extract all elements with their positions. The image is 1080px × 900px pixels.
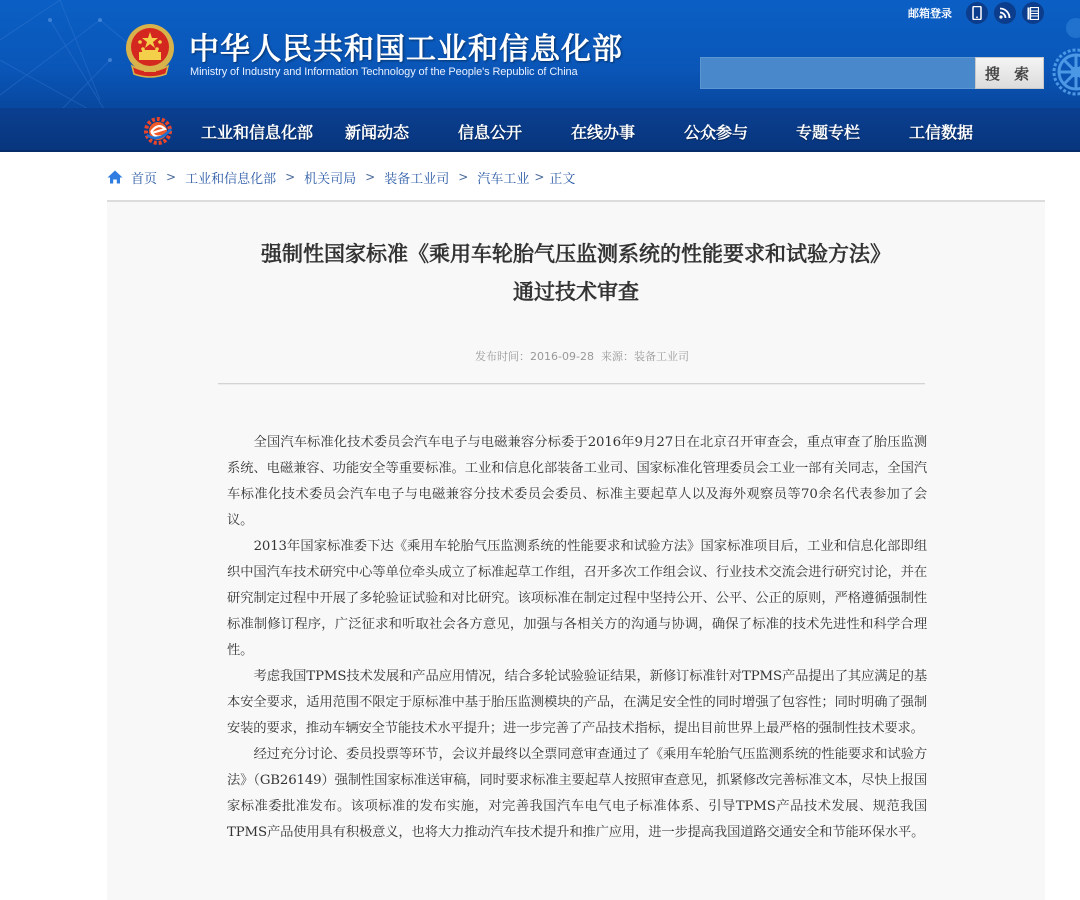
- breadcrumb-separator: >: [534, 170, 545, 184]
- site-title-cn[interactable]: 中华人民共和国工业和信息化部: [189, 32, 623, 67]
- nav-item-public-participation[interactable]: 公众参与: [684, 123, 749, 142]
- mail-login-link[interactable]: 邮箱登录: [908, 7, 952, 20]
- article-paragraph: 经过充分讨论、委员投票等环节，会议并最终以全票同意审查通过了《乘用车轮胎气压监测系统的性能要求和试验方法》（GB26149）强制性国家标准送审稿，同时要求标准主要起草人按照审查意见，抓紧修改完善标准文本，尽快上报国家标准委批准发布。该项标准的发布实施，对完善我国汽车电气电子标准体系、引导TPMS产品技术发展、规范我国TPMS产品使用具有积极意义，也将大力推动汽车技术提升和推广应用，进一步提高我国道路交通安全和节能环保水平。: [227, 747, 927, 840]
- search-button[interactable]: 搜 索: [975, 57, 1044, 89]
- site-header: [0, 0, 1080, 152]
- mobile-icon[interactable]: [966, 2, 988, 24]
- source-label: 来源：: [600, 350, 634, 363]
- breadcrumb-equipment-dept[interactable]: 装备工业司: [384, 171, 450, 187]
- article-paragraph: 2013年国家标准委下达《乘用车轮胎气压监测系统的性能要求和试验方法》国家标准项目后，工业和信息化部即组织中国汽车技术研究中心等单位牵头成立了标准起草工作组，召开多次工作组会议、行业技术交流会进行研究讨论，并在研究制定过程中开展了多轮验证试验和对比研究。该项标准在制定过程中坚持公开、公平、公正的原则，严格遵循强制性标准制修订程序，广泛征求和听取社会各方意见，加强与各相关方的沟通与协调，确保了标准的技术先进性和科学合理性。: [227, 539, 927, 658]
- nav-item-miit[interactable]: 工业和信息化部: [201, 123, 314, 142]
- breadcrumb-separator: >: [166, 170, 177, 184]
- article-title-line2: 通过技术审查: [513, 280, 639, 304]
- home-icon[interactable]: [107, 170, 123, 184]
- source-value: 装备工业司: [633, 350, 689, 363]
- main-nav: [0, 108, 1080, 152]
- national-emblem-logo[interactable]: [124, 22, 176, 80]
- breadcrumb-departments[interactable]: 机关司局: [304, 171, 357, 187]
- breadcrumb-home[interactable]: 首页: [131, 171, 158, 187]
- nav-item-news[interactable]: 新闻动态: [345, 123, 410, 142]
- breadcrumb-auto-industry[interactable]: 汽车工业: [477, 171, 530, 187]
- nav-item-special-topics[interactable]: 专题专栏: [796, 123, 861, 142]
- breadcrumb-current: 正文: [549, 171, 576, 187]
- breadcrumb-separator: >: [458, 170, 469, 184]
- article-body: [227, 430, 927, 846]
- article-title-line1: 强制性国家标准《乘用车轮胎气压监测系统的性能要求和试验方法》: [261, 242, 891, 266]
- article-title: [107, 235, 1045, 311]
- publish-date: 2016-09-28: [530, 350, 594, 363]
- nav-item-data[interactable]: 工信数据: [909, 123, 974, 142]
- breadcrumb-separator: >: [365, 170, 376, 184]
- breadcrumb-separator: >: [285, 170, 296, 184]
- rss-icon[interactable]: [994, 2, 1016, 24]
- nav-item-info-disclosure[interactable]: 信息公开: [458, 123, 523, 142]
- miit-logo-icon[interactable]: [143, 117, 173, 145]
- nav-item-online-services[interactable]: 在线办事: [571, 123, 636, 142]
- top-links: [908, 2, 1044, 24]
- list-icon[interactable]: [1022, 2, 1044, 24]
- article-card: [107, 200, 1045, 900]
- publish-label: 发布时间：: [475, 350, 531, 363]
- breadcrumb: [107, 167, 575, 187]
- site-title-en: Ministry of Industry and Information Technology of the People's Republic of China: [190, 66, 578, 78]
- meta-divider: [218, 383, 925, 385]
- search-input[interactable]: [700, 57, 976, 89]
- article-meta: [107, 348, 1045, 364]
- article-paragraph: 全国汽车标准化技术委员会汽车电子与电磁兼容分标委于2016年9月27日在北京召开审查会，重点审查了胎压监测系统、电磁兼容、功能安全等重要标准。工业和信息化部装备工业司、国家标准化管理委员会工业一部有关同志，全国汽车标准化技术委员会汽车电子与电磁兼容分技术委员会委员、标准主要起草人以及海外观察员等70余名代表参加了会议。: [227, 435, 927, 528]
- article-paragraph: 考虑我国TPMS技术发展和产品应用情况，结合多轮试验验证结果，新修订标准针对TPMS产品提出了其应满足的基本安全要求，适用范围不限定于原标准中基于胎压监测模块的产品，在满足安全性的同时增强了包容性；同时明确了强制安装的要求，推动车辆安全节能技术水平提升；进一步完善了产品技术指标，提出目前世界上最严格的强制性技术要求。: [227, 669, 927, 736]
- breadcrumb-miit[interactable]: 工业和信息化部: [185, 171, 277, 187]
